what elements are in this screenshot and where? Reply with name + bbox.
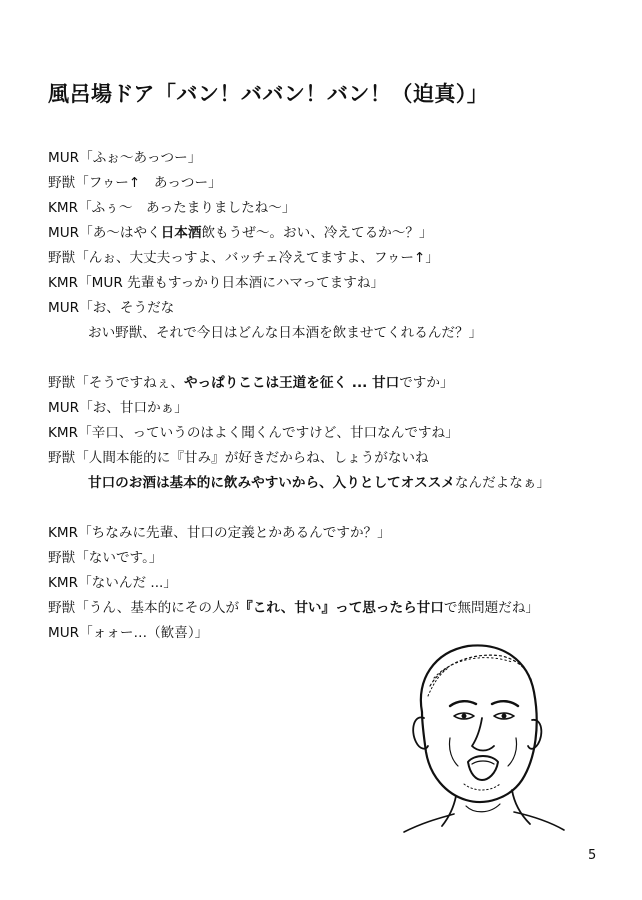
dialogue-text: KMR「ふぅ〜 あったまりましたね〜」: [48, 200, 296, 216]
dialogue-text: KMR「MUR 先輩もすっかり日本酒にハマってますね」: [48, 275, 385, 291]
dialogue-text: KMR「辛口、っていうのはよく聞くんですけど、甘口なんですね」: [48, 425, 459, 441]
dialogue-text: MUR「ふぉ〜あっつー」: [48, 150, 202, 166]
dialogue-line: [48, 371, 608, 396]
dialogue-text: で無問題だね」: [443, 600, 540, 616]
dialogue-text: KMR「ないんだ ...」: [48, 575, 177, 591]
dialogue-line: [48, 146, 608, 171]
dialogue-line: [48, 546, 608, 571]
dialogue-text: 野獣「うん、基本的にその人が: [48, 600, 240, 616]
page-title: 風呂場ドア「バン！ババン！バン！（迫真）」: [48, 82, 489, 106]
dialogue-line: [48, 246, 608, 271]
dialogue-text: KMR「ちなみに先輩、甘口の定義とかあるんですか？」: [48, 525, 391, 541]
dialogue-text: 野獣「ないです。」: [48, 550, 163, 566]
dialogue-emphasis: 日本酒: [160, 225, 202, 241]
dialogue-line: [48, 471, 608, 496]
dialogue-line: [48, 296, 608, 321]
dialogue-text: おい野獣、それで今日はどんな日本酒を飲ませてくれるんだ？」: [88, 325, 483, 341]
dialogue-text: 野獣「フゥー↑ あっつー」: [48, 175, 222, 191]
paragraph-gap: [48, 346, 608, 371]
dialogue-text: MUR「あ〜はやく: [48, 225, 161, 241]
dialogue-text: MUR「ォォー…（歓喜）」: [48, 625, 209, 641]
dialogue-line: [48, 421, 608, 446]
dialogue-emphasis: 『これ、甘い』って思ったら甘口: [239, 600, 444, 616]
dialogue-line: [48, 171, 608, 196]
dialogue-line: [48, 221, 608, 246]
dialogue-text: MUR「お、そうだな: [48, 300, 175, 316]
dialogue-line: [48, 271, 608, 296]
dialogue-text: 野獣「んぉ、大丈夫っすよ、バッチェ冷えてますよ、フゥー↑」: [48, 250, 439, 266]
dialogue-emphasis: 甘口のお酒は基本的に飲みやすいから、入りとしてオススメ: [88, 475, 455, 491]
dialogue-text: なんだよなぁ」: [454, 475, 551, 491]
dialogue-text: 野獣「そうですねぇ、: [48, 375, 184, 391]
dialogue-text: ですか」: [399, 375, 454, 391]
dialogue-line: [48, 596, 608, 621]
dialogue-line: [48, 396, 608, 421]
dialogue-line: [48, 521, 608, 546]
page-number: 5: [588, 848, 597, 863]
dialogue-line: [48, 571, 608, 596]
dialogue-line: [48, 196, 608, 221]
dialogue-line: [48, 446, 608, 471]
dialogue-line: [48, 321, 608, 346]
dialogue-text: 野獣「人間本能的に『甘み』が好きだからね、しょうがないね: [48, 450, 429, 466]
dialogue-text: MUR「お、甘口かぁ」: [48, 400, 188, 416]
dialogue-emphasis: やっぱりここは王道を征く ... 甘口: [183, 375, 400, 391]
dialogue-block: [48, 146, 608, 646]
dialogue-text: 飲もうぜ〜。おい、冷えてるか〜？」: [201, 225, 433, 241]
paragraph-gap: [48, 496, 608, 521]
man-portrait-illustration: [394, 634, 566, 834]
